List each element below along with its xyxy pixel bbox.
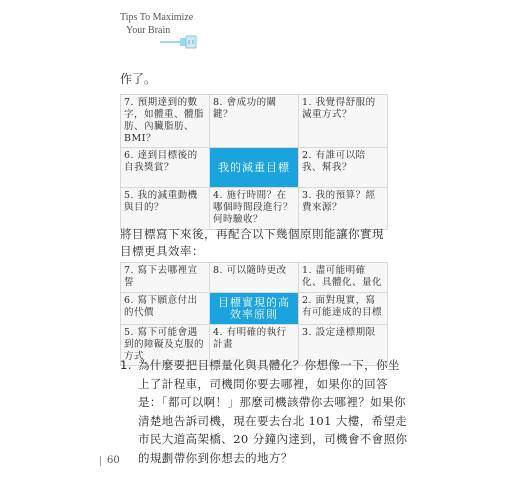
- page-footer: [100, 455, 120, 466]
- goal-cell-7: 7. 預期達到的數字，如體重、體脂肪、內臟脂肪、BMI？: [121, 95, 210, 148]
- header-title-line1: Tips To Maximize: [120, 12, 194, 23]
- goal-cell-1: 1. 我覺得舒服的減重方式？: [299, 95, 388, 148]
- plug-icon: [160, 30, 200, 50]
- question-number: 1.: [120, 358, 132, 372]
- principle-cell-4: 4. 有明確的執行計畫: [210, 325, 299, 366]
- goal-cell-8: 8. 會成功的關鍵？: [210, 95, 299, 148]
- principle-cell-6: 6. 寫下願意付出的代價: [121, 293, 210, 325]
- principles-intro: 將目標寫下來後，再配合以下幾個原則能讓你實現目標更具效率：: [120, 227, 384, 258]
- principle-cell-5: 5. 寫下可能會遇到的障礙及克服的方式: [121, 325, 210, 366]
- principle-cell-1: 1. 盡可能明確化、具體化、量化: [299, 263, 388, 293]
- principle-cell-3: 3. 設定達標期限: [299, 325, 388, 366]
- weight-loss-goal-grid: [120, 94, 388, 230]
- intro-text: 作了。: [120, 72, 157, 86]
- question-text: 為什麼要把目標量化與具體化？你想像一下，你坐上了計程車，司機問你要去哪裡，如果你的回答是：「都可以啊！」那麼司機該帶你去哪裡？如果你清楚地告訴司機，現在要去台北 101 大樓，希望走市民大道高架橋、20 分鐘內達到，司機會不會照你的規劃帶你到你想去的地方？: [138, 358, 408, 465]
- question-paragraph: [120, 356, 410, 467]
- principle-center-title: 目標實現的高效率原則: [210, 293, 299, 325]
- header-title-line2: Your Brain: [126, 25, 171, 36]
- page-number: 60: [107, 455, 120, 466]
- goal-cell-5: 5. 我的減重動機與目的？: [121, 188, 210, 230]
- goal-cell-4: 4. 施行時間？在哪個時間段進行？何時驗收？: [210, 188, 299, 230]
- goal-cell-6: 6. 達到目標後的自我獎賞？: [121, 148, 210, 188]
- goal-center-title: 我的減重目標: [210, 148, 299, 188]
- footer-divider: [100, 456, 101, 466]
- principle-cell-7: 7. 寫下去哪裡宣誓: [121, 263, 210, 293]
- goal-cell-3: 3. 我的預算？經費來源？: [299, 188, 388, 230]
- principle-cell-2: 2. 面對現實，寫有可能達成的目標: [299, 293, 388, 325]
- goal-cell-2: 2. 有誰可以陪我、幫我？: [299, 148, 388, 188]
- principle-cell-8: 8. 可以隨時更改: [210, 263, 299, 293]
- goal-principles-grid: [120, 262, 388, 366]
